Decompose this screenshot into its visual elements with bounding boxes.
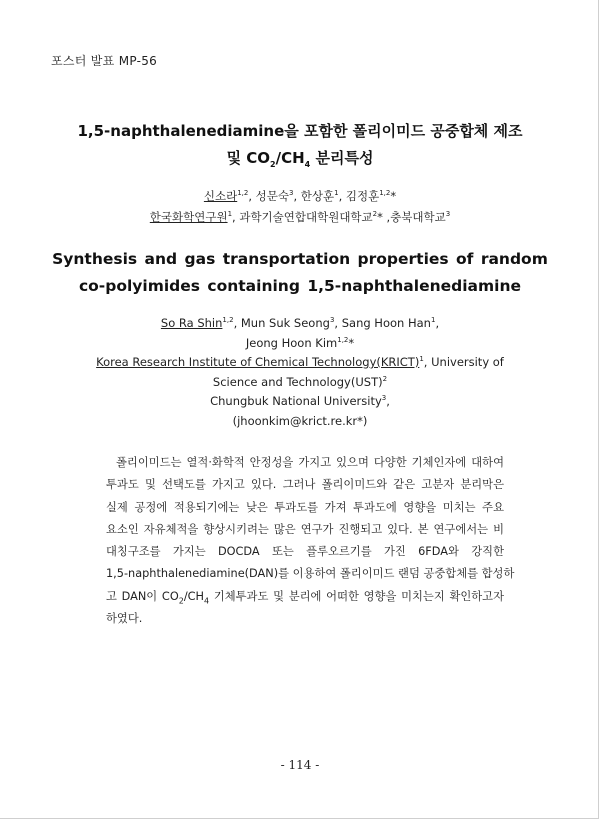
abstract-line: 대칭구조를 가지는 DOCDA 또는 플루오르기를 가진 6FDA와 강직한 xyxy=(106,545,504,559)
affiliation-marker: 1 xyxy=(419,355,424,364)
author-name: Jeong Hoon Kim xyxy=(245,335,338,350)
session-label: 포스터 발표 MP-56 xyxy=(51,54,158,68)
author-name: 성문숙 xyxy=(255,189,289,203)
affiliation-marker: 2 xyxy=(382,374,388,383)
korean-authors xyxy=(0,186,600,228)
abstract-line xyxy=(106,586,504,608)
abstract-line: 실제 공정에 적용되기에는 낮은 투과도를 가져 투과도에 영향을 미치는 주요 xyxy=(106,500,504,514)
author-name: Korea Research Institute of Chemical Technology(KRICT) xyxy=(96,355,420,369)
english-title xyxy=(0,246,600,300)
english-author-list xyxy=(0,334,600,354)
english-author-list xyxy=(0,314,600,334)
korean-title-line-2 xyxy=(0,145,600,172)
english-title-line-1: Synthesis and gas transportation properties of random xyxy=(52,250,548,268)
separator: * xyxy=(348,335,355,350)
korean-affiliation-list xyxy=(0,207,600,228)
separator: , xyxy=(334,316,342,330)
korean-title-text: 분리특성 xyxy=(310,149,374,167)
abstract-line: 투과도 및 선택도를 가지고 있다. 그러나 폴리이미드와 같은 고분자 분리막은 xyxy=(106,478,504,492)
author-name: Sang Hoon Han xyxy=(341,316,431,330)
affiliation-marker: 1 xyxy=(430,316,436,325)
author-name: Mun Suk Seong xyxy=(240,316,330,330)
subscript: 4 xyxy=(304,160,311,169)
separator: , xyxy=(233,316,241,330)
author-name: 김정훈 xyxy=(345,189,380,203)
subscript: 4 xyxy=(204,596,210,606)
separator: , xyxy=(232,210,240,224)
abstract xyxy=(106,452,515,630)
abstract-line: 하였다. xyxy=(106,612,143,626)
author-name: So Ra Shin xyxy=(160,316,223,330)
korean-title-text: /CH xyxy=(275,149,305,167)
korean-title-line-1: 1,5-naphthalenediamine을 포함한 폴리이미드 공중합체 제조 xyxy=(77,122,523,140)
abstract-line: 폴리이미드는 열적·화학적 안정성을 가지고 있으며 다양한 기체인자에 대하여 xyxy=(116,456,504,469)
abstract-text: /CH xyxy=(183,589,205,603)
author-name: 한국화학연구원 xyxy=(149,210,228,224)
separator: * , xyxy=(377,210,391,224)
affiliation-marker: 3 xyxy=(445,210,451,219)
author-name: 한상훈 xyxy=(300,189,335,203)
separator: * xyxy=(390,189,397,203)
separator: , xyxy=(248,189,256,203)
affiliation-marker: 1,2 xyxy=(379,189,391,198)
abstract-line: 요소인 자유체적을 향상시키려는 많은 연구가 진행되고 있다. 본 연구에서는 비 xyxy=(106,522,504,536)
affiliation-marker: 1 xyxy=(227,210,233,219)
affiliation-marker: 1 xyxy=(334,189,339,198)
english-authors xyxy=(0,314,600,431)
separator: , University of xyxy=(423,355,504,369)
author-name: 신소라 xyxy=(203,189,238,203)
english-affiliation xyxy=(0,373,600,393)
author-name: 충북대학교 xyxy=(390,210,446,224)
author-name: Chungbuk National University xyxy=(210,394,382,408)
page-number: - 114 - xyxy=(280,758,320,772)
separator: , xyxy=(293,189,301,203)
korean-title-text: 및 CO xyxy=(226,149,271,167)
affiliation-marker: 2 xyxy=(372,210,378,219)
affiliation-marker: 3 xyxy=(289,189,294,198)
affiliation-marker: 1,2 xyxy=(237,189,249,198)
abstract-line: 1,5-naphthalenediamine(DAN)를 이용하여 폴리이미드 랜덤 공중합체를 합성하 xyxy=(106,567,515,581)
subscript: 2 xyxy=(178,596,184,606)
author-name: Science and Technology(UST) xyxy=(212,374,383,389)
affiliation-marker: 1,2 xyxy=(337,335,349,344)
korean-author-list xyxy=(0,186,600,207)
english-affiliation xyxy=(0,392,600,412)
english-affiliation xyxy=(0,353,600,373)
affiliation-marker: 3 xyxy=(329,316,335,325)
contact-email: (jhoonkim@krict.re.kr*) xyxy=(232,413,368,428)
abstract-text: 고 DAN이 CO xyxy=(106,589,179,603)
korean-title xyxy=(0,118,600,172)
abstract-text: 기체투과도 및 분리에 어떠한 영향을 미치는지 확인하고자 xyxy=(209,589,505,603)
affiliation-marker: 1,2 xyxy=(222,316,234,325)
separator: , xyxy=(386,394,390,408)
separator: , xyxy=(338,189,346,203)
english-title-line-2: co-polyimides containing 1,5-naphthalenediamine xyxy=(78,277,522,295)
subscript: 2 xyxy=(270,160,276,169)
affiliation-marker: 3 xyxy=(381,394,387,403)
author-name: 과학기술연합대학원대학교 xyxy=(239,210,373,224)
separator: , xyxy=(435,316,440,330)
